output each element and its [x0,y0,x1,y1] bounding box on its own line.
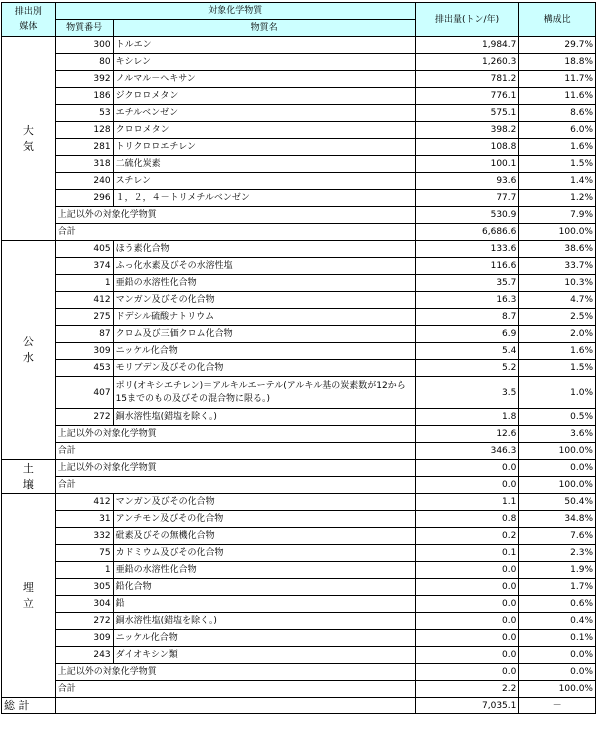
substance-no: 1 [55,562,113,579]
grand-total-blank [55,698,415,714]
emission-amount: 0.0 [415,562,519,579]
substance-no: 304 [55,596,113,613]
other-substances-label: 上記以外の対象化学物質 [55,426,415,443]
table-row [2,613,596,630]
table-row [2,562,596,579]
other-substances-label: 上記以外の対象化学物質 [55,460,415,477]
media-char: 公 [22,335,34,348]
composition-ratio: 10.3% [519,275,596,292]
substance-no: 240 [55,173,113,190]
substance-no: 407 [55,377,113,409]
table-row [2,173,596,190]
composition-ratio: 3.6% [519,426,596,443]
substance-name-header: 物質名 [113,20,415,37]
media-char: 立 [22,596,34,610]
table-row [2,326,596,343]
table-row [2,156,596,173]
composition-ratio: 0.0% [519,647,596,664]
emission-amount: 100.1 [415,156,519,173]
table-row [2,494,596,511]
table-row [2,579,596,596]
table-row [2,54,596,71]
substance-no: 318 [55,156,113,173]
emission-amount: 530.9 [415,207,519,224]
substance-name: キシレン [113,54,415,71]
substance-no: 300 [55,37,113,54]
composition-ratio: 100.0% [519,443,596,460]
emission-amount: 35.7 [415,275,519,292]
media-cell [2,37,56,241]
substance-name: カドミウム及びその化合物 [113,545,415,562]
substance-name: エチルベンゼン [113,105,415,122]
substance-no: 405 [55,241,113,258]
substance-name: ノルマル－ヘキサン [113,71,415,88]
composition-ratio: 0.4% [519,613,596,630]
table-row [2,139,596,156]
subtotal-row [2,224,596,241]
substance-name: 鉛 [113,596,415,613]
substance-no: 128 [55,122,113,139]
emission-table [1,2,596,714]
emission-amount: 1,984.7 [415,37,519,54]
composition-ratio: 1.5% [519,360,596,377]
subtotal-row [2,681,596,698]
grand-total-amount: 7,035.1 [415,698,519,714]
composition-ratio: 8.6% [519,105,596,122]
substance-name: 亜鉛の水溶性化合物 [113,562,415,579]
table-row [2,511,596,528]
table-header [2,3,596,37]
substance-name: スチレン [113,173,415,190]
substance-name: 亜鉛の水溶性化合物 [113,275,415,292]
media-char: 大 [22,123,34,137]
substance-name: トルエン [113,37,415,54]
substance-name: クロロメタン [113,122,415,139]
substance-no: 374 [55,258,113,275]
subtotal-row [2,477,596,494]
emission-amount: 93.6 [415,173,519,190]
emission-amount: 346.3 [415,443,519,460]
substance-name: クロム及び三価クロム化合物 [113,326,415,343]
emission-amount: 0.0 [415,596,519,613]
emission-amount: 0.0 [415,630,519,647]
substance-no: 75 [55,545,113,562]
substance-no-header: 物質番号 [55,20,113,37]
composition-ratio: 7.6% [519,528,596,545]
emission-amount: 0.0 [415,460,519,477]
other-substances-row [2,460,596,477]
emission-amount: 0.0 [415,613,519,630]
composition-ratio: 100.0% [519,224,596,241]
emission-amount: 5.4 [415,343,519,360]
media-header-line-1: 排出別 [14,6,42,17]
composition-ratio: 38.6% [519,241,596,258]
substance-name: ドデシル硫酸ナトリウム [113,309,415,326]
composition-ratio: 50.4% [519,494,596,511]
substance-no: 275 [55,309,113,326]
ratio-header: 構成比 [519,3,596,37]
emission-amount: 0.0 [415,579,519,596]
table-row [2,309,596,326]
table-row [2,105,596,122]
emission-table-wrapper [1,2,596,714]
table-row [2,647,596,664]
substance-name: 砒素及びその無機化合物 [113,528,415,545]
table-row [2,71,596,88]
composition-ratio: 1.6% [519,343,596,360]
table-row [2,190,596,207]
table-row [2,409,596,426]
other-substances-row [2,664,596,681]
media-char: 埋 [22,580,34,594]
media-header-line-2: 媒体 [19,21,38,32]
composition-ratio: 100.0% [519,681,596,698]
composition-ratio: 0.5% [519,409,596,426]
substance-no: 305 [55,579,113,596]
substance-no: 53 [55,105,113,122]
substance-name: マンガン及びその化合物 [113,494,415,511]
emission-amount: 781.2 [415,71,519,88]
subtotal-label: 合計 [55,224,415,241]
table-row [2,377,596,409]
substance-no: 412 [55,494,113,511]
media-header [2,3,56,37]
composition-ratio: 1.4% [519,173,596,190]
substance-name: ニッケル化合物 [113,630,415,647]
media-char: 土 [22,461,34,475]
composition-ratio: 1.6% [519,139,596,156]
composition-ratio: 0.0% [519,460,596,477]
emission-amount: 116.6 [415,258,519,275]
table-row [2,88,596,105]
table-body [2,37,596,714]
composition-ratio: 34.8% [519,511,596,528]
subtotal-label: 合計 [55,681,415,698]
table-row [2,360,596,377]
table-row [2,275,596,292]
composition-ratio: 2.3% [519,545,596,562]
emission-amount: 0.0 [415,477,519,494]
other-substances-label: 上記以外の対象化学物質 [55,664,415,681]
emission-amount: 0.1 [415,545,519,562]
composition-ratio: 4.7% [519,292,596,309]
emission-amount: 5.2 [415,360,519,377]
substance-no: 453 [55,360,113,377]
substance-name: 二硫化炭素 [113,156,415,173]
table-row [2,37,596,54]
composition-ratio: 7.9% [519,207,596,224]
other-substances-row [2,207,596,224]
emission-amount: 776.1 [415,88,519,105]
substance-no: 80 [55,54,113,71]
substance-name: トリクロロエチレン [113,139,415,156]
emission-amount: 16.3 [415,292,519,309]
emission-amount: 0.0 [415,647,519,664]
table-row [2,545,596,562]
table-row [2,630,596,647]
subtotal-label: 合計 [55,443,415,460]
media-cell [2,494,56,698]
substance-no: 272 [55,613,113,630]
composition-ratio: 1.0% [519,377,596,409]
composition-ratio: 0.1% [519,630,596,647]
emission-amount: 1,260.3 [415,54,519,71]
media-char: 壌 [22,477,34,491]
composition-ratio: 1.5% [519,156,596,173]
composition-ratio: 18.8% [519,54,596,71]
composition-ratio: 100.0% [519,477,596,494]
emission-amount: 575.1 [415,105,519,122]
table-row [2,528,596,545]
emission-amount: 77.7 [415,190,519,207]
substance-name: １，２，４－トリメチルベンゼン [113,190,415,207]
emission-amount: 1.1 [415,494,519,511]
other-substances-label: 上記以外の対象化学物質 [55,207,415,224]
subtotal-label: 合計 [55,477,415,494]
substance-no: 243 [55,647,113,664]
subtotal-row [2,443,596,460]
emission-amount: 108.8 [415,139,519,156]
substance-name: ニッケル化合物 [113,343,415,360]
media-cell [2,460,56,494]
composition-ratio: 2.0% [519,326,596,343]
substance-no: 309 [55,630,113,647]
emission-amount: 133.6 [415,241,519,258]
substance-no: 272 [55,409,113,426]
substance-no: 87 [55,326,113,343]
substance-name: 銅水溶性塩(錯塩を除く。) [113,613,415,630]
emission-amount: 6.9 [415,326,519,343]
emission-header: 排出量(トン/年) [415,3,519,37]
media-char: 水 [22,351,34,364]
substance-name: ふっ化水素及びその水溶性塩 [113,258,415,275]
grand-total-ratio: － [519,698,596,714]
emission-amount: 12.6 [415,426,519,443]
table-row [2,343,596,360]
substance-no: 392 [55,71,113,88]
table-row [2,258,596,275]
substance-no: 1 [55,275,113,292]
substance-name: モリブデン及びその化合物 [113,360,415,377]
emission-amount: 0.8 [415,511,519,528]
emission-amount: 3.5 [415,377,519,409]
substance-name: 鉛化合物 [113,579,415,596]
table-row [2,241,596,258]
media-cell [2,241,56,460]
emission-amount: 0.2 [415,528,519,545]
substance-no: 309 [55,343,113,360]
table-row [2,122,596,139]
emission-amount: 1.8 [415,409,519,426]
substance-group-header: 対象化学物質 [55,3,415,20]
composition-ratio: 29.7% [519,37,596,54]
emission-amount: 8.7 [415,309,519,326]
composition-ratio: 1.9% [519,562,596,579]
other-substances-row [2,426,596,443]
composition-ratio: 11.7% [519,71,596,88]
substance-name: ジクロロメタン [113,88,415,105]
emission-amount: 6,686.6 [415,224,519,241]
table-row [2,596,596,613]
emission-amount: 0.0 [415,664,519,681]
substance-name: ポリ(オキシエチレン)＝アルキルエーテル(アルキル基の炭素数が12から15までのもの及びその混合物に限る。) [113,377,415,409]
substance-no: 186 [55,88,113,105]
composition-ratio: 0.0% [519,664,596,681]
media-char: 気 [22,139,34,153]
emission-amount: 398.2 [415,122,519,139]
substance-no: 296 [55,190,113,207]
substance-no: 31 [55,511,113,528]
grand-total-row [2,698,596,714]
substance-no: 412 [55,292,113,309]
emission-amount: 2.2 [415,681,519,698]
table-row [2,292,596,309]
substance-name: アンチモン及びその化合物 [113,511,415,528]
substance-no: 281 [55,139,113,156]
grand-total-label: 総 計 [2,698,56,714]
composition-ratio: 1.2% [519,190,596,207]
composition-ratio: 1.7% [519,579,596,596]
composition-ratio: 2.5% [519,309,596,326]
composition-ratio: 33.7% [519,258,596,275]
substance-name: 銅水溶性塩(錯塩を除く。) [113,409,415,426]
composition-ratio: 0.6% [519,596,596,613]
substance-name: マンガン及びその化合物 [113,292,415,309]
composition-ratio: 6.0% [519,122,596,139]
substance-no: 332 [55,528,113,545]
substance-name: ほう素化合物 [113,241,415,258]
substance-name: ダイオキシン類 [113,647,415,664]
composition-ratio: 11.6% [519,88,596,105]
